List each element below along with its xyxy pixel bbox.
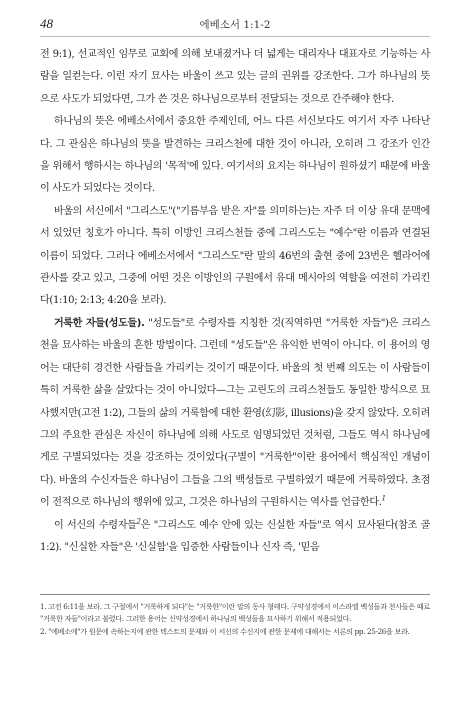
footnote-ref-1[interactable]: 1 [381,494,386,503]
footnotes [40,594,430,640]
footnote-2: 2. "에베소에"가 원문에 속하는지에 관한 텍스트의 문제와 이 서신의 수신지에 관한 문제에 대해서는 서론의 pp. 25-26을 보라. [40,627,410,637]
running-head: 에베소서 1:1-2 [199,19,271,31]
page-number: 48 [40,16,53,31]
paragraph-5-text-a: 이 서신의 수령자들 [54,519,137,531]
paragraph-2: 하나님의 뜻은 에베소서에서 중요한 주제인데, 어느 다른 서신보다도 여기서 자주 나타난다. 그 관심은 하나님의 뜻을 발견하는 크리스천에 대한 것이 아니라, 오히려 그 강조가 인간을 위해서 행하시는 하나님의 '목적'에 있다. 여기서의 요지는 하나님이 원하셨기 때문에 바울이 사도가 되었다는 것이다. [40,116,430,195]
page-header [40,16,430,37]
footnote-ref-2[interactable]: 2 [136,517,141,526]
term-heading: 거룩한 자들(성도들). [54,317,145,329]
footnote-1: 1. 고전 6:11을 보라. 그 구절에서 "거룩하게 되다"는 "거룩한"이란 말의 동사 형태다. 구약성경에서 이스라엘 백성들과 천사들은 때로 "거룩한 자들"이라고 불렸다. 그러한 용어는 신약성경에서 하나님의 백성들을 묘사하기 위해서 적용되었다. [40,602,430,623]
paragraph-5-text-b: 은 "그리스도 예수 안에 있는 신실한 자들"로 역시 묘사된다(참조 골 1:2). "신실한 자들"은 '신실함'을 입증한 사람들이나 신자 즉, '믿음 [40,519,430,553]
paragraph-1: 전 9:1), 선교적인 임무로 교회에 의해 보내졌거나 더 넓게는 대리자나 대표자로 기능하는 사람을 일컫는다. 이런 자기 묘사는 바울이 쓰고 있는 글의 권위를 강조한다. 그가 하나님의 뜻으로 사도가 되었다면, 그가 쓴 것은 하나님으로부터 전달되는 것으로 간주해야 한다. [40,49,430,105]
paragraph-4-text: "성도들"로 수령자를 지칭한 것(직역하면 "거룩한 자들")은 크리스천을 묘사하는 바울의 흔한 방법이다. 그런데 "성도들"은 유익한 번역이 아니다. 이 용어의 영어는 대단히 경건한 사람들을 가리키는 것이기 때문이다. 바울의 첫 번째 의도는 이 사람들이 특히 거룩한 삶을 살았다는 것이 아니었다—그는 고린도의 크리스천들도 동일한 방식으로 묘사했지만(고전 1:2), 그들의 삶의 거룩함에 대한 환영(幻影, illusions)을 갖지 않았다. 오히려 그의 주요한 관심은 자신이 하나님에 의해 사도로 임명되었던 것처럼, 그들도 역시 하나님에게로 구별되었다는 것을 강조하는 것이었다(구별이 "거룩한"이란 용어에서 핵심적인 개념이다). 바울의 수신자들은 하나님이 그들을 그의 백성들로 구별하였기 때문에 거룩하였다. 초점이 전적으로 하나님의 행위에 있고, 그것은 하나님의 구원하시는 역사를 언급한다. [40,317,430,509]
body-text [40,44,430,559]
paragraph-3: 바울의 서신에서 "그리스도"("기름부음 받은 자"를 의미하는)는 자주 더 이상 유대 문맥에서 있었던 칭호가 아니다. 특히 이방인 크리스천들 중에 그리스도는 "예수"란 이름과 연결된 이름이 되었다. 그러나 에베소서에서 "그리스도"란 말의 46번의 출현 중에 23번은 헬라어에 관사를 갖고 있고, 그중에 어떤 것은 이방인의 구원에서 유대 메시아의 역할을 여전히 가리킨다(1:10; 2:13; 4:20을 보라). [40,205,430,307]
paragraph-4 [40,313,430,515]
paragraph-5 [40,515,430,560]
